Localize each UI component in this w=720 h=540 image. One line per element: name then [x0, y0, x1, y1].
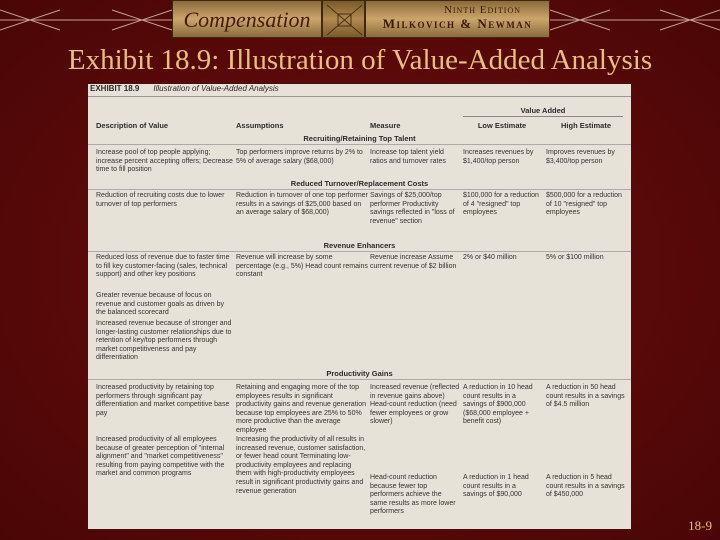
- exhibit-label: EXHIBIT 18.9: [90, 84, 140, 93]
- table-cell: A reduction in 5 head count results in a savings of $450,000: [546, 474, 625, 499]
- exhibit-caption: Illustration of Value-Added Analysis: [153, 84, 279, 93]
- edition-label: Ninth Edition: [443, 4, 522, 16]
- table-cell: Increased revenue (reflected in revenue gains above) Head-count reduction (need fewer employees or grow slower): [370, 384, 460, 426]
- section-title: Productivity Gains: [88, 370, 631, 380]
- table-cell: Increase top talent yield ratios and turnover rates: [370, 149, 446, 165]
- value-added-header: Value Added: [463, 107, 623, 117]
- table-cell: A reduction in 50 head count results in a savings of $4.5 million: [546, 384, 625, 409]
- slide-title: Exhibit 18.9: Illustration of Value-Added Analysis: [67, 44, 653, 76]
- table-cell: Revenue will increase by some percentage (e.g., 5%) Head count remains constant: [236, 254, 368, 279]
- table-cell: Increased productivity of all employees because of greater perception of "internal alignment" and "market competitiveness" resulting from paying competitive with the market and common programs: [96, 436, 225, 478]
- exhibit-header: [88, 84, 631, 97]
- table-cell: Revenue increase Assume current revenue of $2 billion: [370, 254, 457, 270]
- table-cell: A reduction in 1 head count results in a savings of $90,000: [463, 474, 529, 499]
- authors-label: Milkovich & Newman: [382, 16, 533, 31]
- section-title: Reduced Turnover/Replacement Costs: [88, 180, 631, 190]
- table-cell: Top performers improve returns by 2% to 5% of average salary ($68,000): [236, 149, 363, 165]
- col-description: Description of Value: [96, 121, 169, 130]
- table-cell: Savings of $25,000/top performer Productivity savings reflected in "loss of revenue" section: [370, 192, 455, 225]
- slide-number: 18-9: [688, 518, 712, 533]
- table-cell: Improves revenues by $3,400/top person: [546, 149, 615, 165]
- table-cell: Reduced loss of revenue due to faster time to fill key customer-facing (sales, technical support) and other key positions: [96, 254, 230, 279]
- table-cell: Retaining and engaging more of the top employees results in significant productivity gains and revenue generation because top employees are 25% to 50% more productive than the average employee: [236, 384, 366, 434]
- table-cell: Head-count reduction because fewer top performers achieve the same results as more lower performers: [370, 474, 456, 516]
- table-cell: A reduction in 10 head count results in a savings of $900,000 ($68,000 employee + benefit cost): [463, 384, 533, 426]
- brand-authors: [365, 0, 550, 38]
- exhibit-table-image: [88, 84, 631, 529]
- table-cell: Reduction in turnover of one top performer results in a savings of $25,000 based on an average salary of $68,000): [236, 192, 368, 217]
- section-title: Revenue Enhancers: [88, 242, 631, 252]
- table-cell: Greater revenue because of focus on revenue and customer goals as driven by the balanced scorecard: [96, 292, 225, 317]
- table-cell: 5% or $100 million: [546, 254, 604, 261]
- decorative-cross-icon: [322, 0, 365, 38]
- table-cell: Increases revenues by $1,400/top person: [463, 149, 534, 165]
- col-measure: Measure: [370, 121, 401, 130]
- table-cell: Reduction of recruiting costs due to lower turnover of top performers: [96, 192, 225, 208]
- table-cell: Increased revenue because of stronger and longer-lasting customer relationships due to retention of key/top performers through market competitiveness and pay differentiation: [96, 320, 232, 362]
- col-assumptions: Assumptions: [236, 121, 284, 130]
- table-cell: $100,000 for a reduction of 4 "resigned" top employees: [463, 192, 539, 217]
- table-cell: Increase pool of top people applying; increase percent accepting offers; Decrease time to fill position: [96, 149, 233, 174]
- brand-logo-compensation: Compensation: [172, 0, 322, 38]
- table-cell: 2% or $40 million: [463, 254, 517, 261]
- table-cell: Increased productivity by retaining top performers through significant pay differentiation and market competitive base pay: [96, 384, 230, 417]
- section-title: Recruiting/Retaining Top Talent: [88, 135, 631, 145]
- table-cell: $500,000 for a reduction of 10 "resigned" top employees: [546, 192, 622, 217]
- col-low-estimate: Low Estimate: [477, 121, 527, 130]
- col-high-estimate: High Estimate: [560, 121, 611, 130]
- table-cell: Increasing the productivity of all results in increased revenue, customer satisfaction, or fewer head count Terminating low-productivity employees and replacing them with high-productivity employees result in significant productivity gains and revenue generation: [236, 436, 366, 495]
- header-banner: [0, 0, 720, 40]
